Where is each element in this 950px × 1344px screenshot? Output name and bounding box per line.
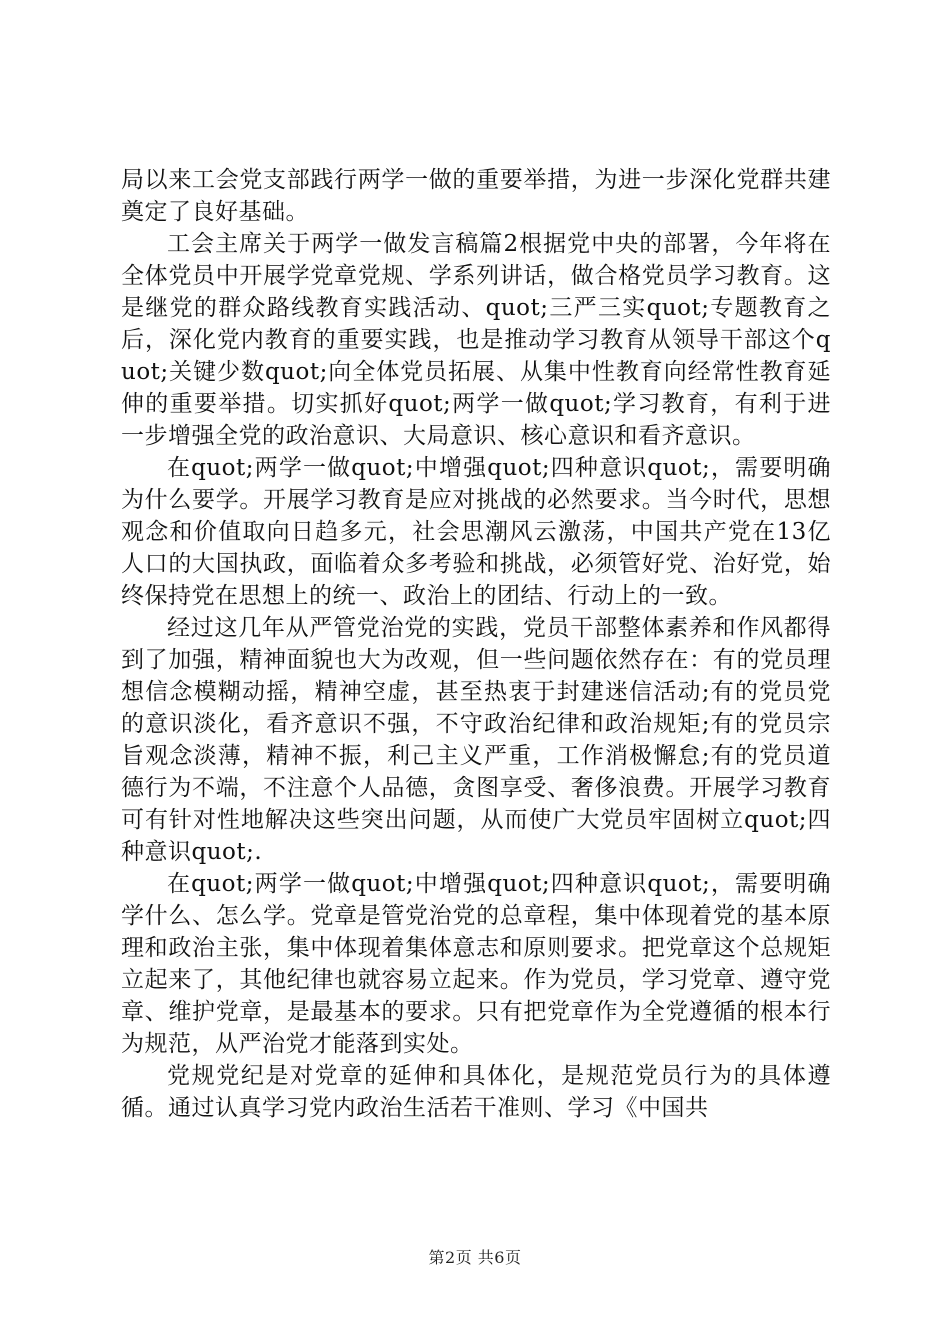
paragraph-1: 局以来工会党支部践行两学一做的重要举措，为进一步深化党群共建奠定了良好基础。 [121,167,831,225]
paragraph-4: 经过这几年从严管党治党的实践，党员干部整体素养和作风都得到了加强，精神面貌也大为改观，但一些问题依然存在：有的党员理想信念模糊动摇，精神空虚，甚至热衷于封建迷信活动;有的党员党的意识淡化，看齐意识不强，不守政治纪律和政治规矩;有的党员宗旨观念淡薄，精神不振，利己主义严重，工作消极懈怠;有的党员道德行为不端，不注意个人品德，贪图享受、奢侈浪费。开展学习教育可有针对性地解决这些突出问题，从而使广大党员牢固树立quot;四种意识quot;. [121,615,831,865]
document-body [121,164,831,1124]
paragraph-2: 工会主席关于两学一做发言稿篇2根据党中央的部署，今年将在全体党员中开展学党章党规、学系列讲话，做合格党员学习教育。这是继党的群众路线教育实践活动、quot;三严三实quot;专题教育之后，深化党内教育的重要实践，也是推动学习教育从领导干部这个quot;关键少数quot;向全体党员拓展、从集中性教育向经常性教育延伸的重要举措。切实抓好quot;两学一做quot;学习教育，有利于进一步增强全党的政治意识、大局意识、核心意识和看齐意识。 [121,231,831,449]
page-number: 第2页 共6页 [428,1248,522,1267]
paragraph-5: 在quot;两学一做quot;中增强quot;四种意识quot;，需要明确学什么、怎么学。党章是管党治党的总章程，集中体现着党的基本原理和政治主张，集中体现着集体意志和原则要求。把党章这个总规矩立起来了，其他纪律也就容易立起来。作为党员，学习党章、遵守党章、维护党章，是最基本的要求。只有把党章作为全党遵循的根本行为规范，从严治党才能落到实处。 [121,871,831,1057]
paragraph-6: 党规党纪是对党章的延伸和具体化，是规范党员行为的具体遵循。通过认真学习党内政治生活若干准则、学习《中国共 [121,1063,831,1121]
paragraph-3: 在quot;两学一做quot;中增强quot;四种意识quot;，需要明确为什么要学。开展学习教育是应对挑战的必然要求。当今时代，思想观念和价值取向日趋多元，社会思潮风云激荡，中国共产党在13亿人口的大国执政，面临着众多考验和挑战，必须管好党、治好党，始终保持党在思想上的统一、政治上的团结、行动上的一致。 [121,455,831,609]
